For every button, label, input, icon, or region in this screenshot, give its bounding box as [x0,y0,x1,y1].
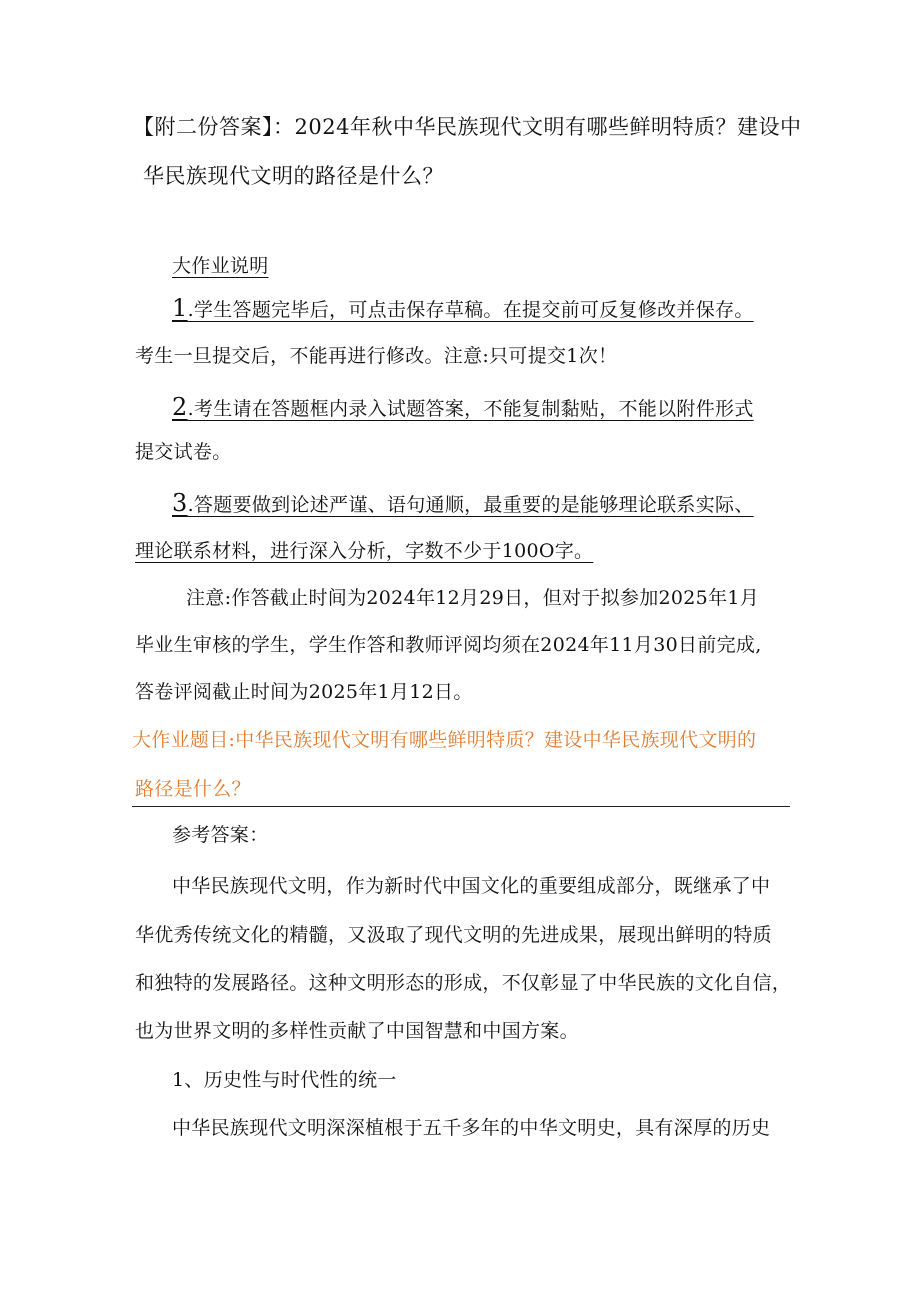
deadline-note-line-1: 注意:作答截止时间为2024年12月29日，但对于拟参加2025年1月 [186,587,760,609]
question-line-2: 路径是什么？ [135,778,251,800]
answer-paragraph-2-line-1: 中华民族现代文明深深植根于五千多年的中华文明史，具有深厚的历史 [172,1117,771,1139]
deadline-note-line-3: 答卷评阅截止时间为2025年1月12日。 [135,681,473,703]
instruction-number-1: 1 [172,294,188,322]
instruction-2-continued: 提交试卷。 [135,441,232,463]
instruction-item-3 [172,491,754,515]
doc-title-line-2: 华民族现代文明的路径是什么？ [143,164,444,188]
section-divider [132,806,790,807]
instruction-number-3: 3 [172,489,188,517]
instruction-1-continued: 考生一旦提交后，不能再进行修改。注意:只可提交1次！ [135,345,618,367]
answer-paragraph-line-3: 和独特的发展路径。这种文明形态的形成，不仅彰显了中华民族的文化自信， [135,972,792,994]
instruction-item-2 [172,395,754,419]
instruction-2-text: .考生请在答题框内录入试题答案，不能复制黏贴，不能以附件形式 [187,398,754,420]
instruction-1-text: .学生答题完毕后，可点击保存草稿。在提交前可反复修改并保存。 [187,299,754,321]
instruction-3-text: .答题要做到论述严谨、语句通顺，最重要的是能够理论联系实际、 [187,494,754,516]
question-line-1: 大作业题目:中华民族现代文明有哪些鲜明特质？建设中华民族现代文明的 [132,729,757,751]
instruction-number-2: 2 [172,393,188,421]
doc-title-line-1: 【附二份答案】：2024年秋中华民族现代文明有哪些鲜明特质？建设中 [133,115,802,139]
answer-paragraph-line-4: 也为世界文明的多样性贡献了中国智慧和中国方案。 [135,1020,579,1042]
instructions-heading: 大作业说明 [172,255,269,277]
instruction-3-continued: 理论联系材料，进行深入分析，字数不少于100O字。 [135,540,594,562]
section-heading-1: 1、历史性与时代性的统一 [172,1069,397,1091]
answer-paragraph-line-1: 中华民族现代文明，作为新时代中国文化的重要组成部分，既继承了中 [172,875,771,897]
answer-paragraph-line-2: 华优秀传统文化的精髓，又汲取了现代文明的先进成果，展现出鲜明的特质 [135,924,772,946]
answer-label: 参考答案： [172,824,269,846]
deadline-note-line-2: 毕业生审核的学生，学生作答和教师评阅均须在2024年11月30日前完成, [135,634,762,656]
instruction-item-1 [172,296,754,320]
